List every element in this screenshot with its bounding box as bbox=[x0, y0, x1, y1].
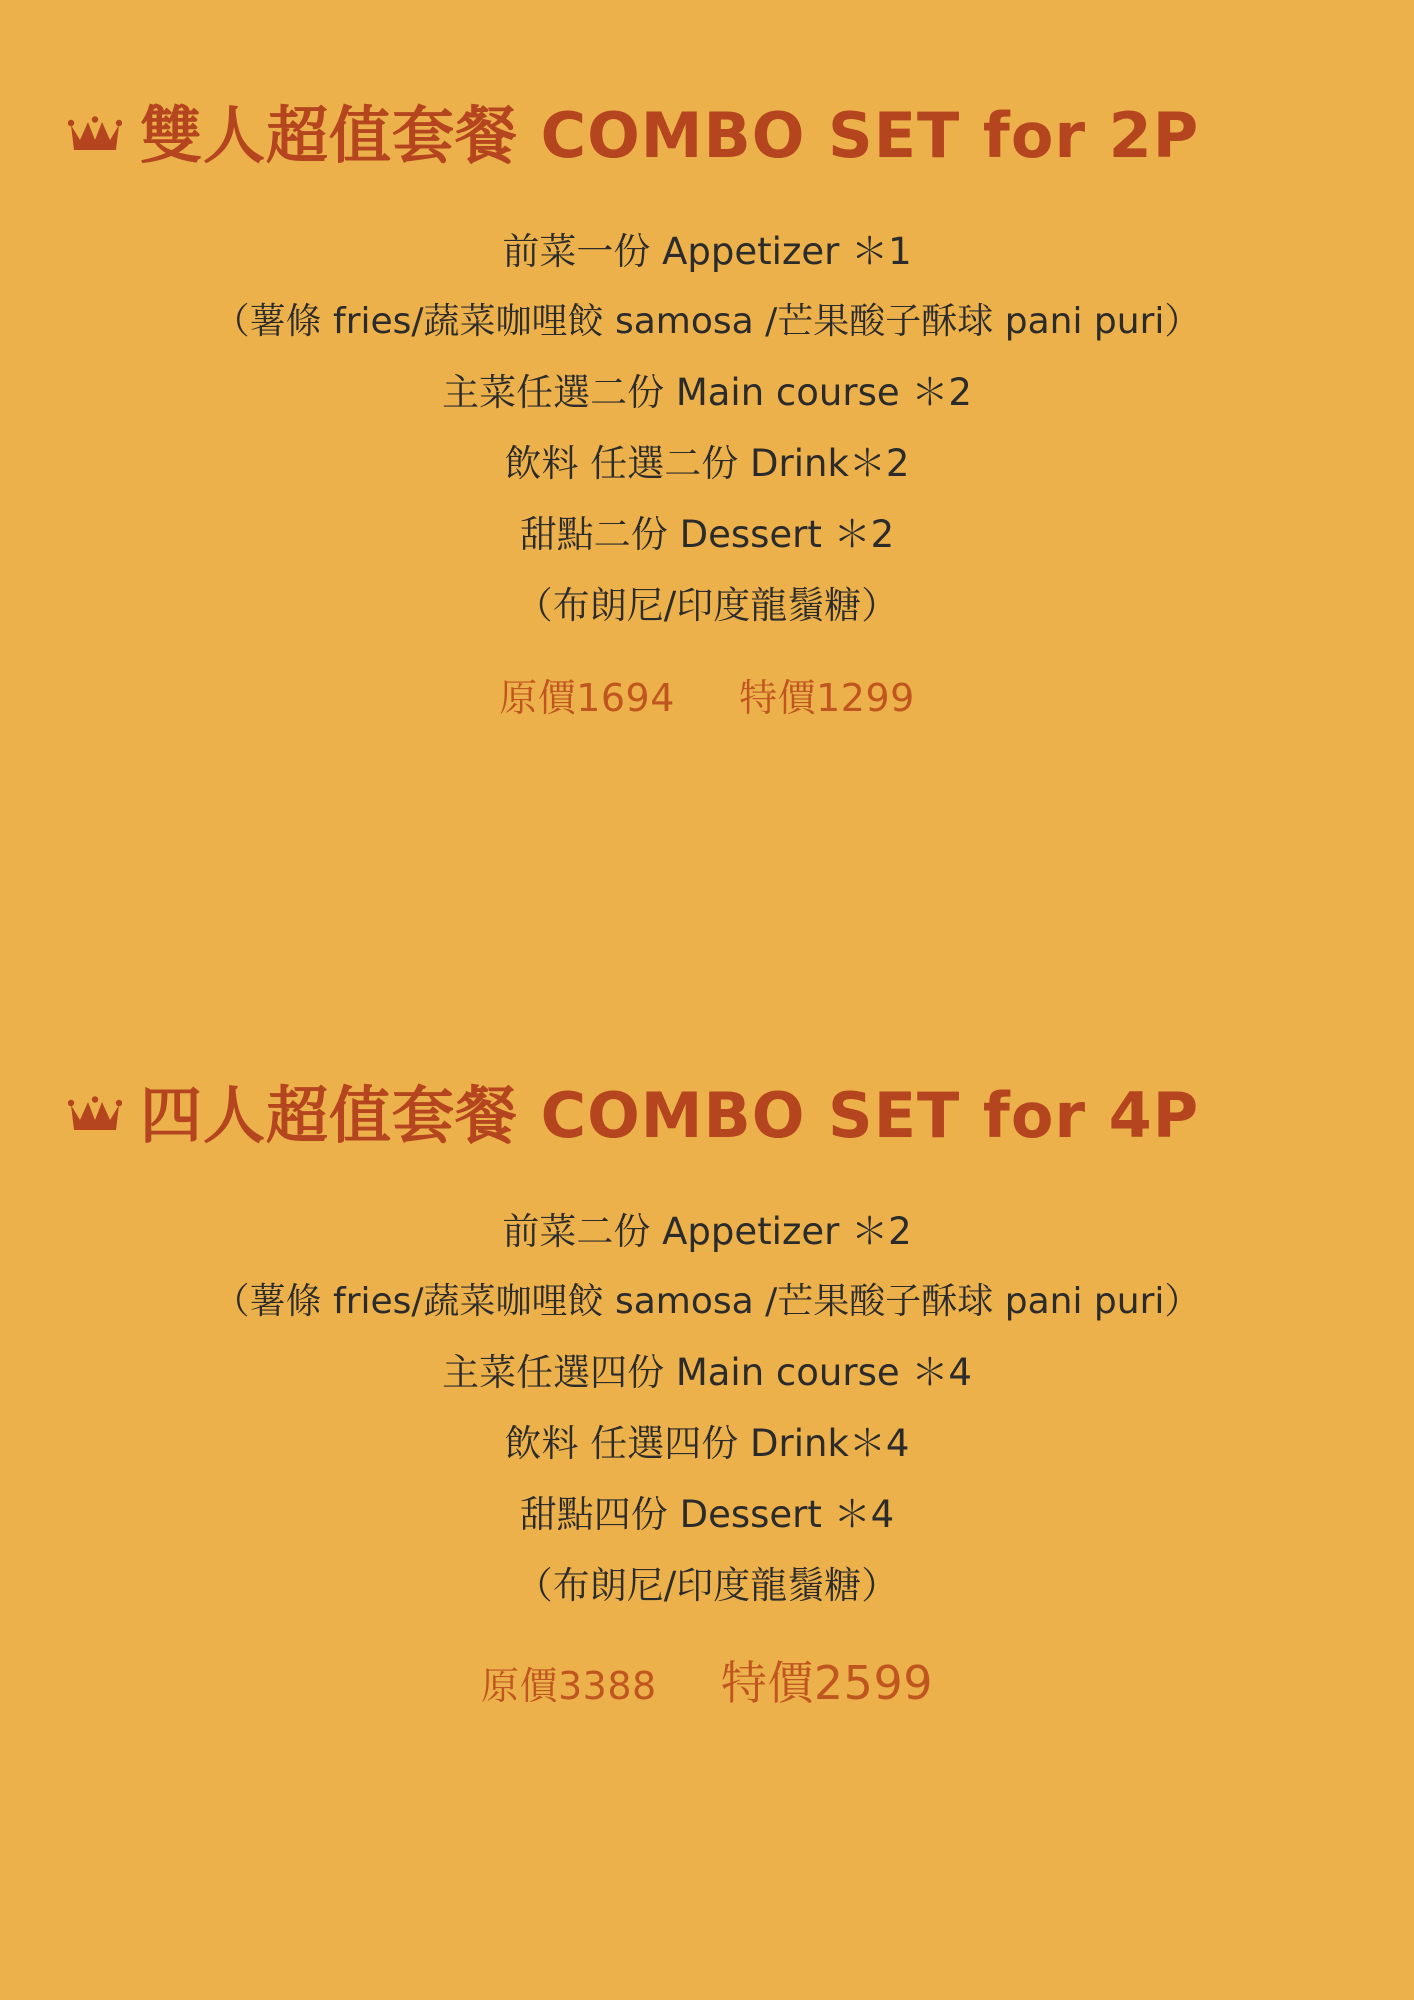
combo-set-2p-section bbox=[0, 90, 1414, 722]
sale-price: 特價1299 bbox=[739, 676, 915, 720]
crown-icon bbox=[68, 1096, 122, 1136]
list-item: （薯條 fries/蔬菜咖哩餃 samosa /芒果酸子酥球 pani puri） bbox=[213, 1281, 1201, 1322]
list-item: 前菜一份 Appetizer ＊1 bbox=[502, 230, 912, 273]
list-item: （布朗尼/印度龍鬚糖） bbox=[515, 584, 899, 627]
crown-icon bbox=[68, 116, 122, 156]
list-item: 甜點四份 Dessert ＊4 bbox=[519, 1493, 895, 1536]
combo-set-2p-title: 雙人超值套餐 COMBO SET for 2P bbox=[140, 99, 1200, 172]
combo-set-2p-price bbox=[0, 641, 1414, 722]
combo-set-4p-price bbox=[0, 1621, 1414, 1713]
original-price: 原價3388 bbox=[481, 1664, 657, 1708]
original-price: 原價1694 bbox=[499, 676, 675, 720]
combo-set-4p-title: 四人超值套餐 COMBO SET for 4P bbox=[140, 1079, 1200, 1152]
list-item: 主菜任選四份 Main course ＊4 bbox=[442, 1351, 972, 1394]
list-item: 甜點二份 Dessert ＊2 bbox=[519, 513, 895, 556]
combo-set-2p-heading bbox=[0, 90, 1414, 182]
list-item: 飲料 任選二份 Drink＊2 bbox=[504, 442, 910, 485]
combo-set-2p-items bbox=[0, 216, 1414, 722]
list-item: 飲料 任選四份 Drink＊4 bbox=[504, 1422, 910, 1465]
list-item: （布朗尼/印度龍鬚糖） bbox=[515, 1564, 899, 1607]
combo-set-4p-section bbox=[0, 1070, 1414, 1713]
list-item: （薯條 fries/蔬菜咖哩餃 samosa /芒果酸子酥球 pani puri） bbox=[213, 301, 1201, 342]
list-item: 前菜二份 Appetizer ＊2 bbox=[502, 1210, 912, 1253]
combo-set-4p-items bbox=[0, 1196, 1414, 1713]
list-item: 主菜任選二份 Main course ＊2 bbox=[442, 371, 972, 414]
sale-price: 特價2599 bbox=[720, 1656, 933, 1710]
combo-set-4p-heading bbox=[0, 1070, 1414, 1162]
